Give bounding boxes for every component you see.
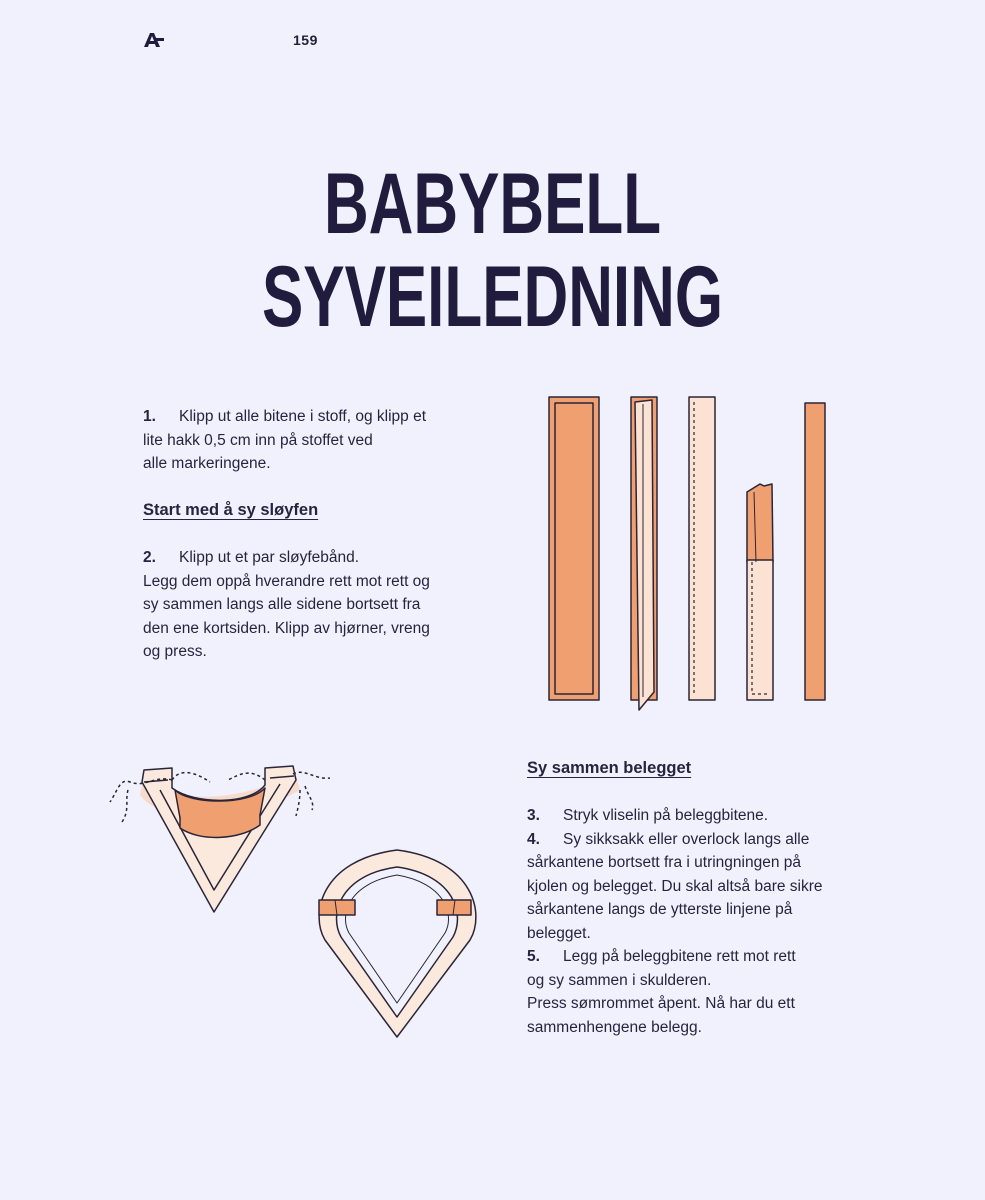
step-3: 3. Stryk vliselin på beleggbitene. (527, 804, 887, 828)
bow-strips-illustration (540, 392, 840, 712)
step-number: 3. (527, 807, 540, 824)
strip-folded (631, 397, 657, 710)
step-number: 2. (143, 549, 156, 566)
step-2: 2. Klipp ut et par sløyfebånd. Legg dem oppå hverandre rett mot rett og sy sammen langs alle sidene bortsett fra den ene kortsiden. Klipp av hjørner, vreng og press. (143, 546, 483, 664)
strip-finished (805, 403, 825, 700)
step-4: 4. Sy sikksakk eller overlock langs alle (527, 828, 887, 852)
title-line-2: SYVEILEDNING (261, 249, 724, 345)
page-title (138, 158, 847, 344)
step-number: 5. (527, 948, 540, 965)
publisher-logo-icon (143, 32, 165, 48)
neckline-with-bows-illustration (100, 760, 340, 920)
strip-stitched (689, 397, 715, 700)
step-5: 5. Legg på beleggbitene rett mot rett (527, 945, 887, 969)
section-heading-bow: Start med å sy sløyfen (143, 501, 319, 519)
steps-3-5: 3. Stryk vliselin på beleggbitene. 4. Sy sikksakk eller overlock langs alle sårkantene bortsett fra i utringningen på kjolen og belegget. Du skal altså bare sikre sårkantene langs de ytterste linjene på belegget. 5. Legg på beleggbitene rett mot rett og sy sammen i skulderen. Press sømrommet åpent. Nå har du ett sammenhengene belegg. (527, 804, 887, 1039)
step-number: 4. (527, 830, 540, 848)
assembled-facing-illustration (315, 845, 485, 1045)
section-heading-facing: Sy sammen belegget (527, 759, 692, 777)
title-line-1: BABYBELL (323, 156, 662, 252)
strip-cut-pair (549, 397, 599, 700)
step-1: 1. Klipp ut alle bitene i stoff, og klipp et lite hakk 0,5 cm inn på stoffet ved alle markeringene. (143, 405, 483, 476)
page-number: 159 (293, 32, 318, 48)
strip-turning (747, 484, 773, 700)
step-number: 1. (143, 408, 156, 425)
